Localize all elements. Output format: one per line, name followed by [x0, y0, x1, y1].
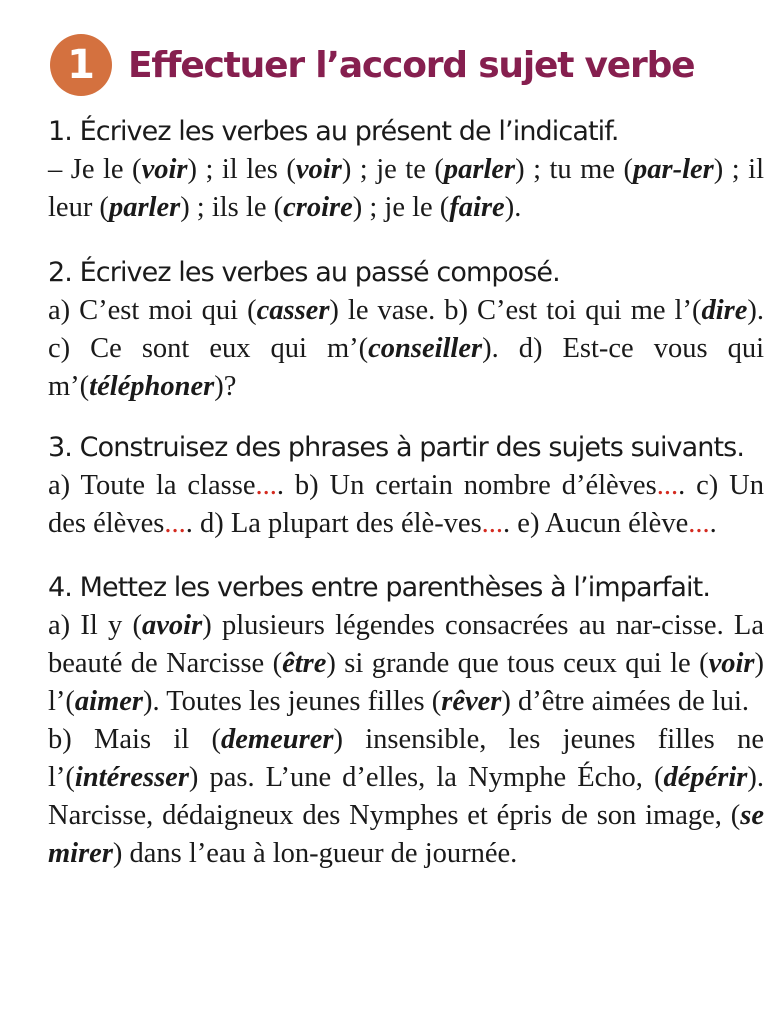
verb-infinitive: dire — [701, 295, 748, 326]
section-body-b — [48, 721, 764, 873]
verb-infinitive: avoir — [142, 610, 203, 641]
text-segment: – Je le ( — [48, 154, 142, 185]
verb-infinitive: rêver — [441, 686, 502, 717]
text-segment: a) C’est moi qui ( — [48, 295, 257, 326]
blank-dots: ... — [656, 470, 679, 501]
text-segment: ) ; je te ( — [341, 154, 444, 185]
section-heading: 4. Mettez les verbes entre parenthèses à l’imparfait. — [48, 572, 711, 603]
blank-dots: ... — [255, 470, 277, 501]
text-segment: ) ; ils le ( — [180, 192, 284, 223]
blank-dots: ... — [688, 508, 710, 539]
text-segment: ) le vase. b) C’est toi qui me l’( — [329, 295, 702, 326]
verb-infinitive: aimer — [74, 686, 143, 717]
exercise-header — [50, 30, 764, 100]
section-body — [48, 151, 764, 227]
text-segment: . e) Aucun élève — [503, 508, 689, 539]
blank-dots: ... — [481, 508, 504, 539]
text-segment: ). — [504, 192, 522, 223]
verb-infinitive: parler — [108, 192, 181, 223]
text-segment: ). c) Ce sont eux qui m’( — [48, 295, 764, 364]
text-segment: ) d’être aimées de lui. — [501, 686, 750, 717]
verb-infinitive: intéresser — [74, 762, 189, 793]
text-segment: ). d) Est-ce vous qui m’( — [48, 333, 764, 402]
section-heading: 3. Construisez des phrases à partir des sujets suivants. — [48, 432, 745, 463]
verb-infinitive: voir — [295, 154, 342, 185]
exercise-number-badge: 1 — [50, 34, 112, 96]
verb-infinitive: demeurer — [221, 724, 334, 755]
verb-infinitive: faire — [449, 192, 505, 223]
section-heading: 1. Écrivez les verbes au présent de l’indicatif. — [48, 116, 619, 147]
verb-infinitive: se mirer — [48, 800, 764, 869]
text-segment: a) Il y ( — [48, 610, 143, 641]
section-body-a — [48, 607, 764, 721]
text-segment: ). Narcisse, dédaigneux des Nymphes et épris de son image, ( — [48, 762, 764, 831]
text-segment: ). Toutes les jeunes filles ( — [142, 686, 442, 717]
section-heading: 2. Écrivez les verbes au passé composé. — [48, 257, 560, 288]
exercise-title: Effectuer l’accord sujet verbe — [128, 44, 695, 86]
text-segment: ) ; je le ( — [352, 192, 450, 223]
section-1 — [48, 113, 764, 227]
text-segment: b) Mais il ( — [48, 724, 222, 755]
text-segment: ) si grande que tous ceux qui le ( — [326, 648, 709, 679]
text-segment: )? — [214, 371, 237, 402]
verb-infinitive: voir — [141, 154, 188, 185]
exercise-page — [48, 30, 764, 873]
verb-infinitive: voir — [708, 648, 755, 679]
text-segment: ) dans l’eau à lon-gueur de journée. — [112, 838, 518, 869]
text-segment: . d) La plupart des élè-ves — [185, 508, 482, 539]
text-segment: ) insensible, les jeunes filles ne l’( — [48, 724, 764, 793]
verb-infinitive: téléphoner — [89, 371, 215, 402]
verb-infinitive: être — [282, 648, 327, 679]
verb-infinitive: dépérir — [663, 762, 748, 793]
verb-infinitive: croire — [283, 192, 353, 223]
verb-infinitive: conseiller — [368, 333, 483, 364]
section-3 — [48, 429, 764, 543]
verb-infinitive: parler — [443, 154, 516, 185]
text-segment: . — [709, 508, 717, 539]
text-segment: . c) Un des élèves — [48, 470, 764, 539]
text-segment: ) ; tu me ( — [515, 154, 633, 185]
text-segment: ) pas. L’une d’elles, la Nymphe Écho, ( — [188, 762, 664, 793]
section-4 — [48, 569, 764, 873]
verb-infinitive: par-ler — [633, 154, 714, 185]
text-segment: ) ; il leur ( — [48, 154, 764, 223]
text-segment: ) plusieurs légendes consacrées au nar-cisse. La beauté de Narcisse ( — [48, 610, 764, 679]
text-segment: a) Toute la classe — [48, 470, 256, 501]
section-body — [48, 292, 764, 406]
blank-dots: ... — [164, 508, 186, 539]
text-segment: ) l’( — [48, 648, 764, 717]
section-2 — [48, 254, 764, 406]
verb-infinitive: casser — [256, 295, 330, 326]
text-segment: ) ; il les ( — [187, 154, 296, 185]
text-segment: . b) Un certain nombre d’élèves — [276, 470, 657, 501]
section-body — [48, 467, 764, 543]
